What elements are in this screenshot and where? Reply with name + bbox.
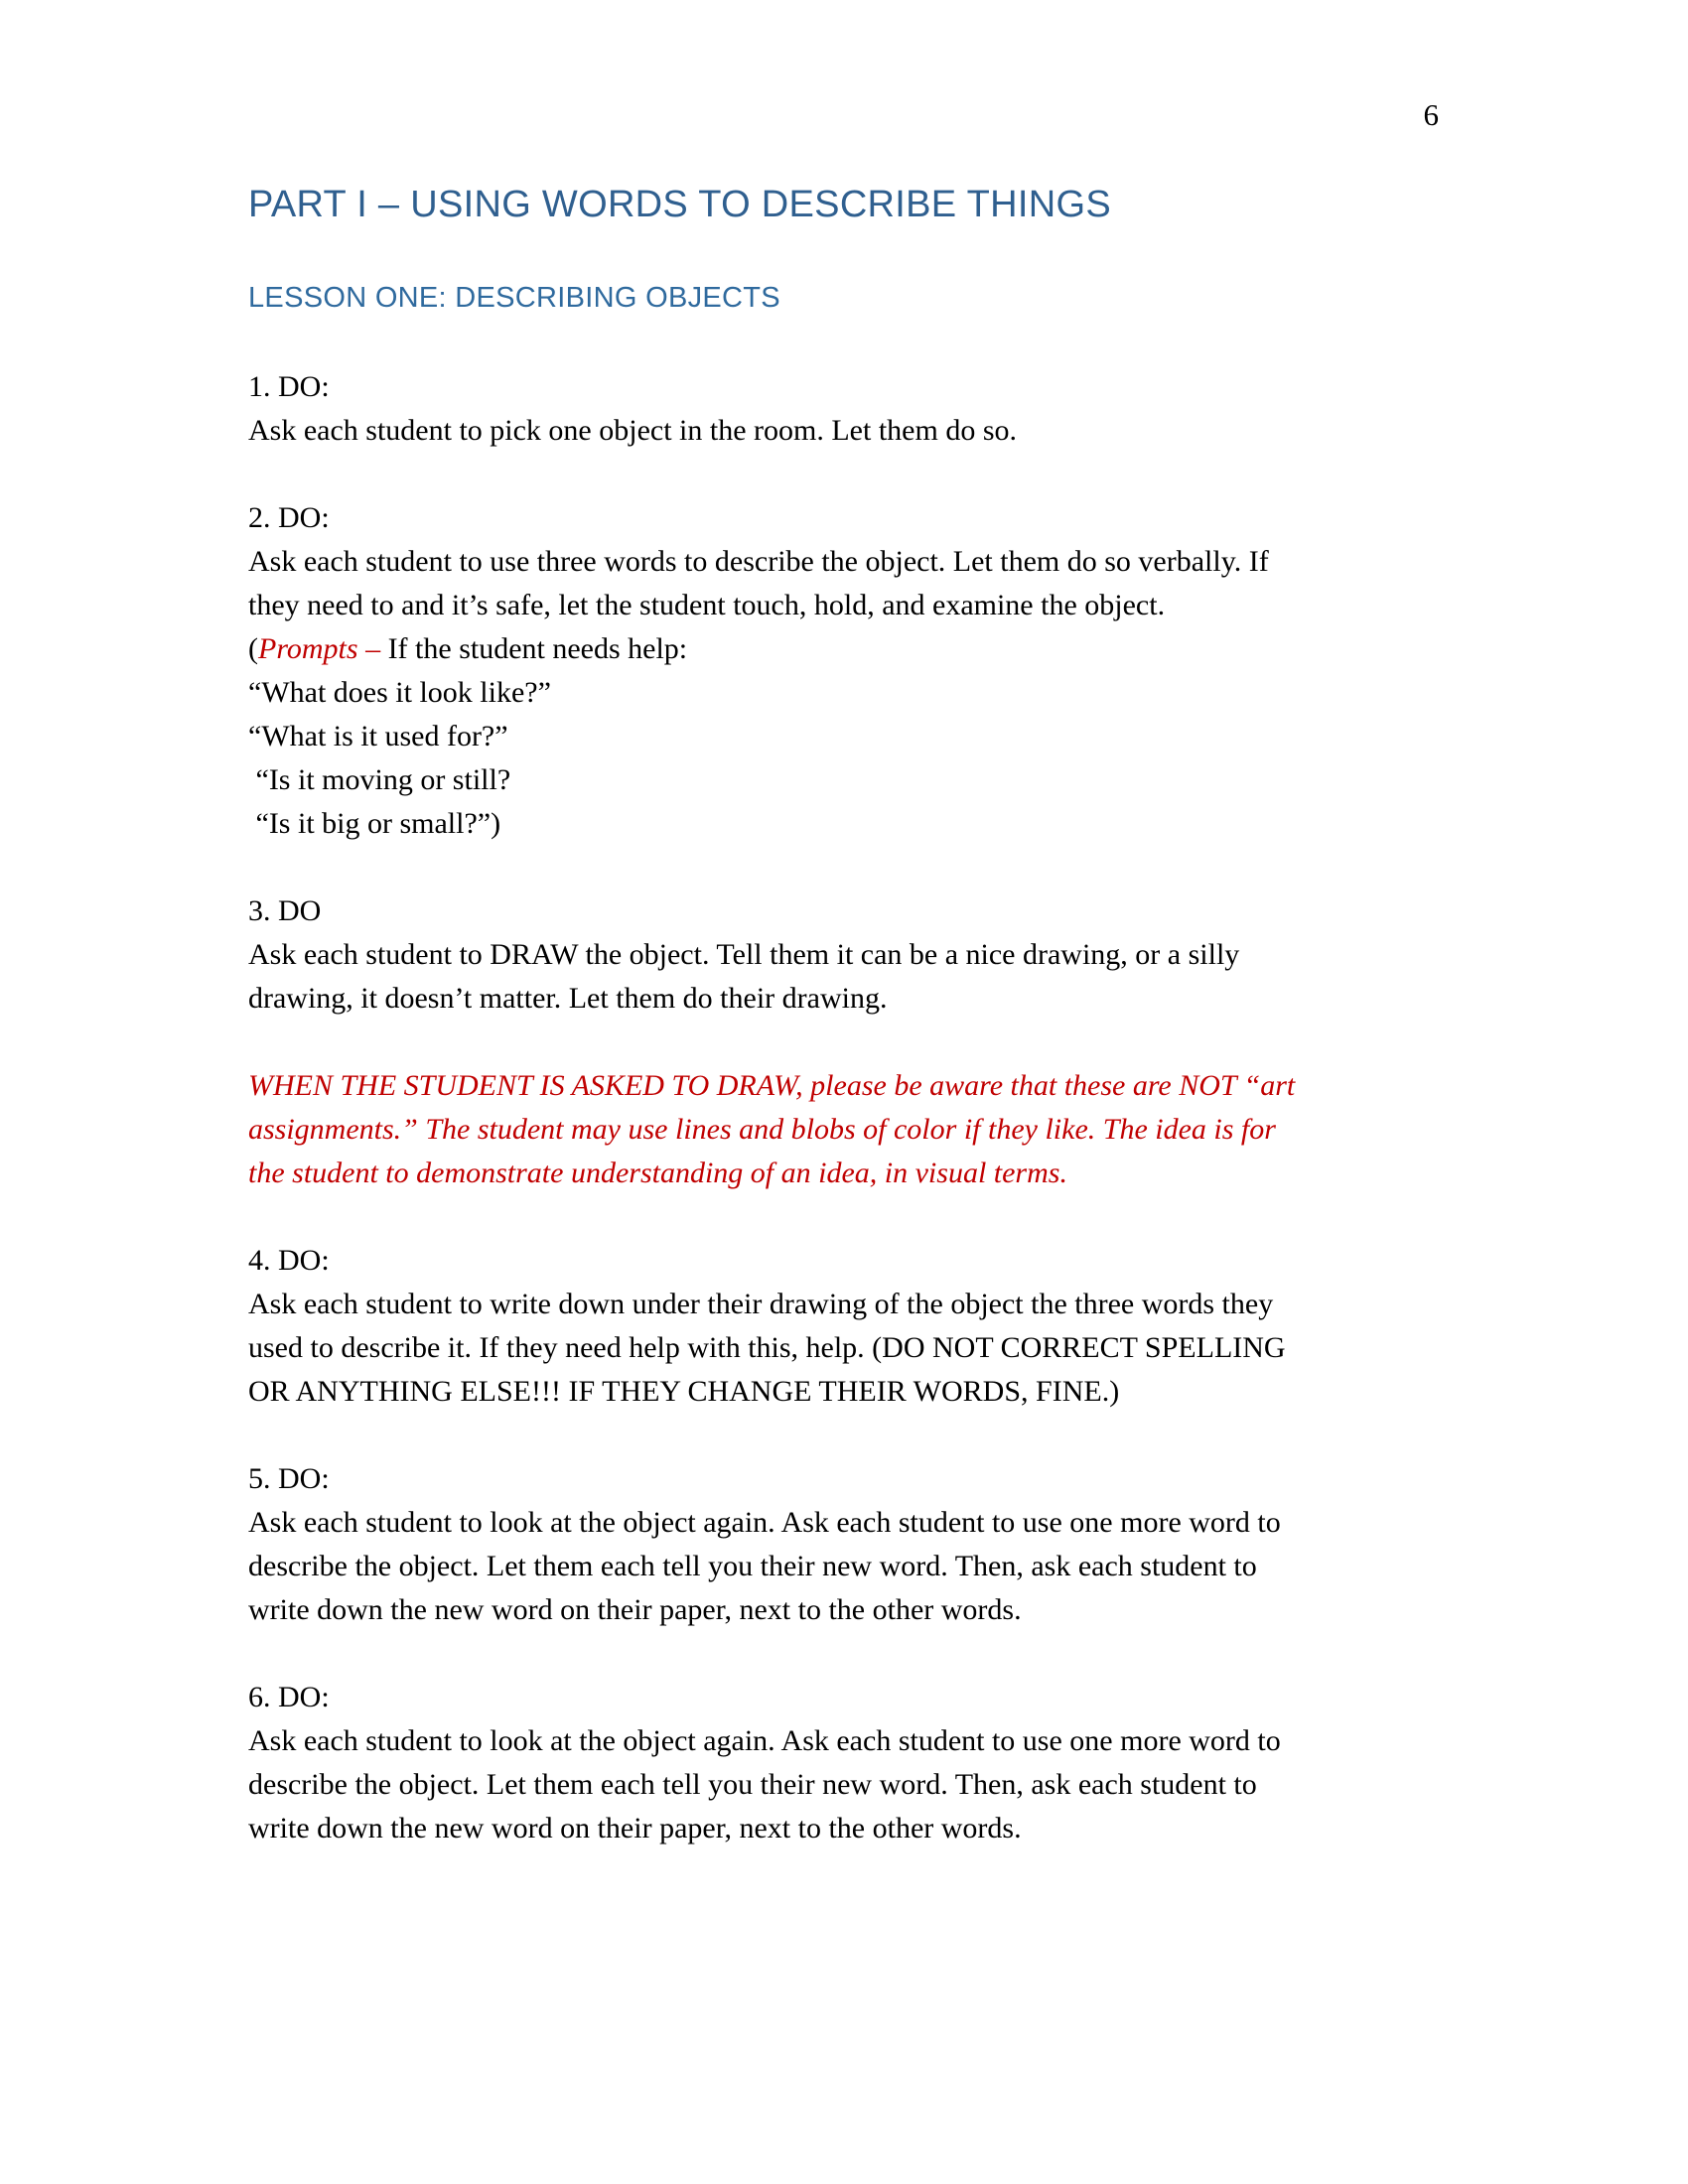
step-4 [248,1239,1440,1414]
step-line: describe the object. Let them each tell you their new word. Then, ask each student to [248,1768,1257,1801]
step-line: describe the object. Let them each tell you their new word. Then, ask each student to [248,1550,1257,1582]
prompt-question: “Is it big or small?”) [248,807,501,840]
note-line: the student to demonstrate understanding of an idea, in visual terms. [248,1157,1067,1189]
prompts-intro [248,627,1440,671]
page-content [248,177,1440,1850]
step-title: 5. DO: [248,1462,330,1495]
step-line: write down the new word on their paper, next to the other words. [248,1593,1022,1626]
step-line: Ask each student to pick one object in the room. Let them do so. [248,414,1017,447]
step-line: Ask each student to look at the object again. Ask each student to use one more word to [248,1506,1281,1539]
step-line: Ask each student to write down under their drawing of the object the three words they [248,1288,1274,1320]
step-line: they need to and it’s safe, let the student touch, hold, and examine the object. [248,589,1166,621]
step-title: 1. DO: [248,370,330,403]
part-title: PART I – USING WORDS TO DESCRIBE THINGS [248,184,1111,225]
step-title: 3. DO [248,894,322,927]
prompt-question: “What does it look like?” [248,676,551,709]
prompt-open-paren: ( [248,632,258,665]
step-6 [248,1676,1440,1850]
prompt-question: “What is it used for?” [248,720,508,752]
step-title: 4. DO: [248,1244,330,1277]
step-line: used to describe it. If they need help with this, help. (DO NOT CORRECT SPELLING [248,1331,1286,1364]
step-5 [248,1457,1440,1632]
prompts-label: Prompts [258,632,358,665]
step-line: Ask each student to look at the object again. Ask each student to use one more word to [248,1724,1281,1757]
step-title: 2. DO: [248,501,330,534]
note-line: WHEN THE STUDENT IS ASKED TO DRAW, please be aware that these are NOT “art [248,1069,1296,1102]
lesson-title: LESSON ONE: DESCRIBING OBJECTS [248,282,780,314]
step-line: write down the new word on their paper, next to the other words. [248,1812,1022,1844]
prompt-question: “Is it moving or still? [248,763,511,796]
prompts-dash: – [357,632,381,665]
step-line: Ask each student to use three words to describe the object. Let them do so verbally. If [248,545,1269,578]
page-number: 6 [1423,97,1439,132]
step-2 [248,496,1440,846]
step-line: OR ANYTHING ELSE!!! IF THEY CHANGE THEIR WORDS, FINE.) [248,1375,1120,1408]
step-1 [248,365,1440,453]
note-line: assignments.” The student may use lines and blobs of color if they like. The idea is for [248,1113,1276,1146]
step-line: drawing, it doesn’t matter. Let them do their drawing. [248,982,888,1015]
step-3 [248,889,1440,1021]
step-line: Ask each student to DRAW the object. Tell them it can be a nice drawing, or a silly [248,938,1240,971]
drawing-note [248,1064,1440,1195]
prompts-intro-text: If the student needs help: [380,632,688,665]
step-title: 6. DO: [248,1681,330,1713]
